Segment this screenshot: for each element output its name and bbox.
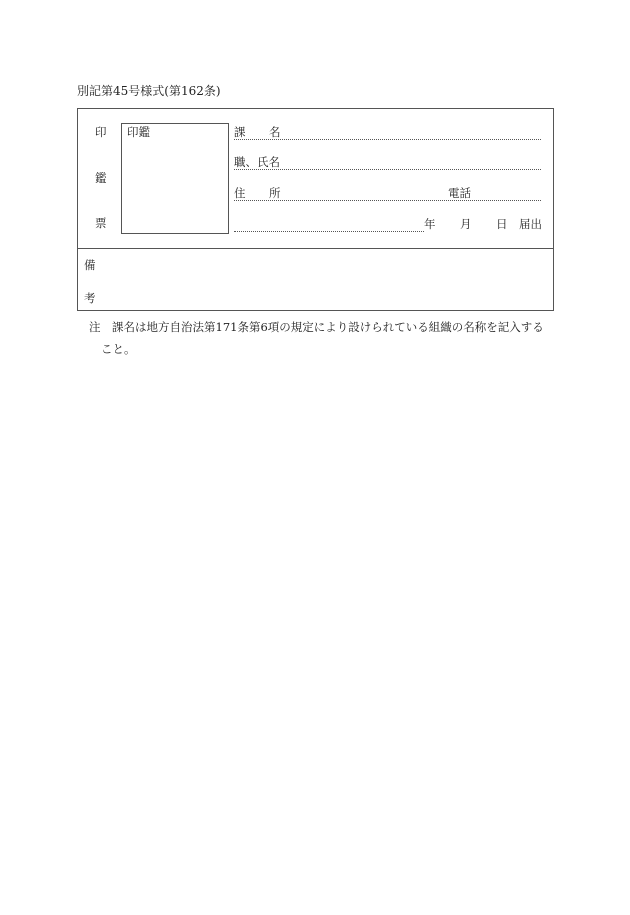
seal-impression-box[interactable] [121, 123, 229, 234]
form-title: 別記第45号様式(第162条) [77, 84, 221, 98]
note-line-1: 注 課名は地方自治法第171条第6項の規定により設けられている組織の名称を記入する [89, 320, 544, 334]
phone-label: 電話 [448, 186, 471, 200]
vertical-label-char-2: 鑑 [95, 171, 107, 185]
vertical-label-char-3: 票 [95, 216, 107, 230]
address-label-char-1: 住 [234, 186, 246, 200]
date-month-label: 月 [460, 217, 472, 231]
remarks-area[interactable] [108, 255, 547, 304]
date-input-line[interactable] [234, 231, 424, 232]
position-name-label: 職、氏名 [234, 155, 280, 169]
department-label-char-1: 課 [234, 125, 246, 139]
date-year-label: 年 [424, 217, 436, 231]
remarks-label-char-2: 考 [84, 291, 96, 305]
department-input-line[interactable] [234, 139, 541, 140]
date-day-label: 日 [496, 217, 508, 231]
position-name-input-line[interactable] [234, 169, 541, 170]
note-line-2: こと。 [101, 342, 136, 356]
seal-registration-form [77, 108, 554, 311]
section-divider [78, 248, 553, 249]
address-label-char-2: 所 [269, 186, 281, 200]
vertical-label-char-1: 印 [95, 125, 107, 139]
seal-box-label: 印鑑 [127, 125, 150, 139]
address-input-line[interactable] [234, 200, 541, 201]
department-label-char-2: 名 [269, 125, 281, 139]
remarks-label-char-1: 備 [84, 258, 96, 272]
submitted-label: 届出 [519, 217, 542, 231]
